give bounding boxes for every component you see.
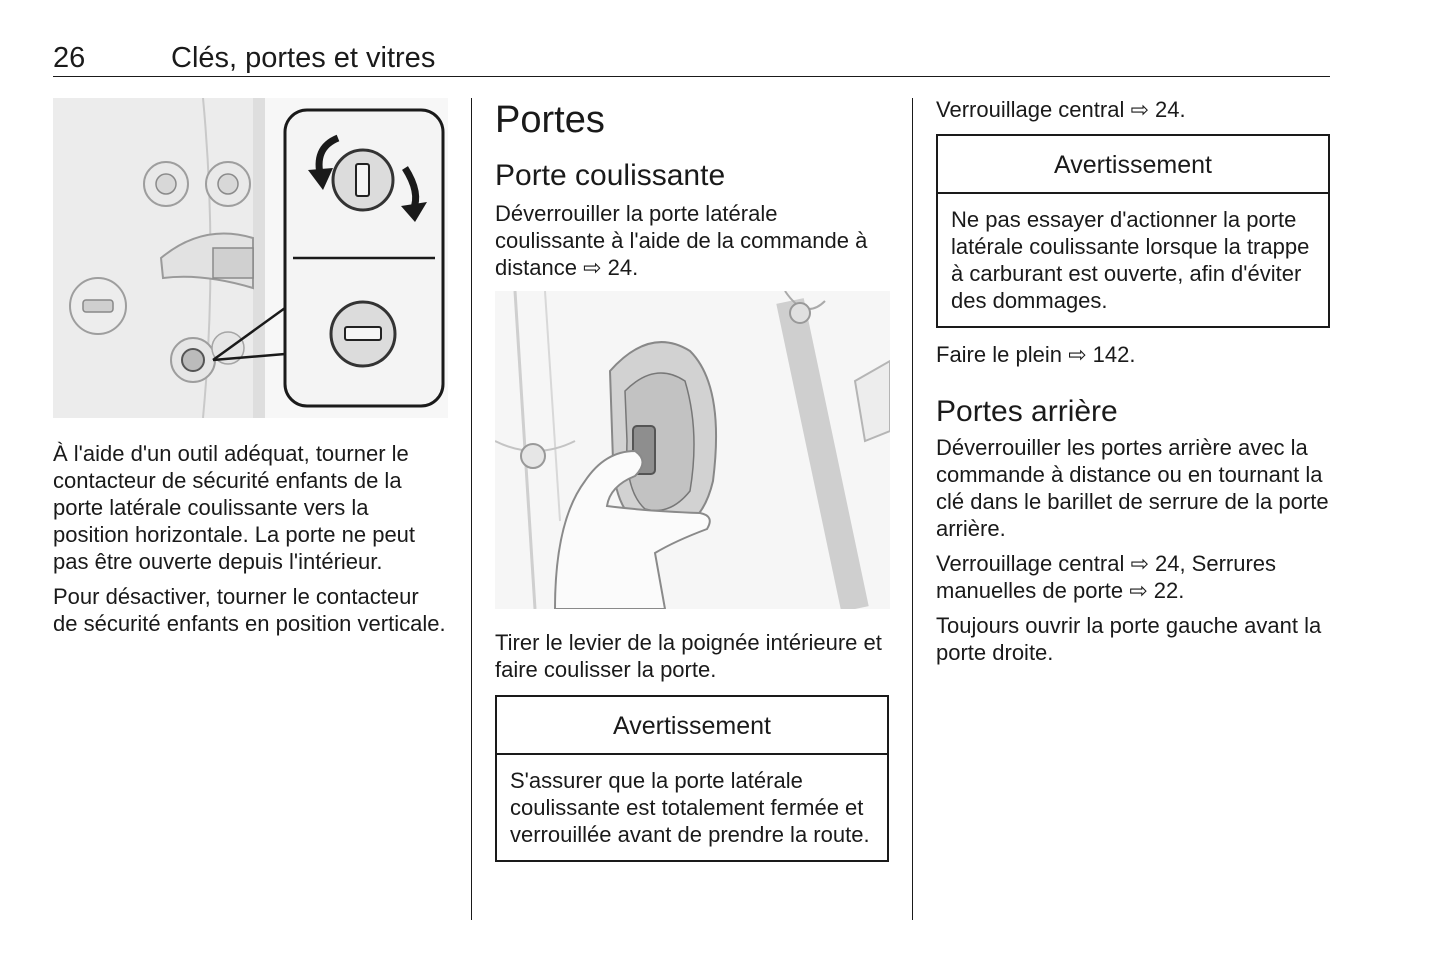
subsection-title: Portes arrière — [936, 395, 1118, 428]
rear-doors-references: Verrouillage central ⇨ 24, Serrures manuelles de porte ⇨ 22. — [936, 551, 1277, 603]
warning-title: Avertissement — [938, 136, 1328, 194]
middle-column — [495, 98, 889, 862]
child-lock-deactivate-paragraph: Pour désactiver, tourner le contacteur de sécurité enfants en position verticale. — [53, 584, 446, 636]
interior-handle-illustration — [495, 291, 890, 609]
warning-box — [495, 695, 889, 862]
right-column — [936, 96, 1330, 674]
warning-box — [936, 134, 1330, 328]
central-locking-reference: Verrouillage central ⇨ 24. — [936, 97, 1186, 122]
page-number: 26 — [53, 42, 86, 74]
rear-doors-opening-order: Toujours ouvrir la porte gauche avant la porte droite. — [936, 613, 1322, 665]
warning-title: Avertissement — [497, 697, 887, 755]
child-lock-paragraph: À l'aide d'un outil adéquat, tourner le contacteur de sécurité enfants de la porte latérale coulissante vers la position horizontale. La porte ne peut pas être ouverte depuis l'intérieur. — [53, 441, 416, 574]
refuelling-reference: Faire le plein ⇨ 142. — [936, 342, 1136, 367]
section-title: Portes — [495, 99, 605, 141]
subsection-title: Porte coulissante — [495, 159, 726, 192]
rear-doors-paragraph: Déverrouiller les portes arrière avec la commande à distance ou en tournant la clé dans le barillet de serrure de la porte arrière. — [936, 435, 1329, 541]
column-divider — [912, 98, 913, 920]
warning-body: S'assurer que la porte latérale coulissante est totalement fermée et verrouillée avant de prendre la route. — [510, 768, 870, 847]
chapter-title: Clés, portes et vitres — [171, 42, 436, 74]
child-lock-illustration — [53, 98, 448, 418]
warning-body: Ne pas essayer d'actionner la porte latérale coulissante lorsque la trappe à carburant est ouverte, afin d'éviter des dommages. — [951, 207, 1310, 313]
left-column — [53, 98, 448, 645]
page-header — [53, 40, 1330, 77]
column-divider — [471, 98, 472, 920]
handle-caption: Tirer le levier de la poignée intérieure et faire coulisser la porte. — [495, 630, 882, 682]
sliding-door-intro: Déverrouiller la porte latérale coulissante à l'aide de la commande à distance ⇨ 24. — [495, 201, 868, 280]
